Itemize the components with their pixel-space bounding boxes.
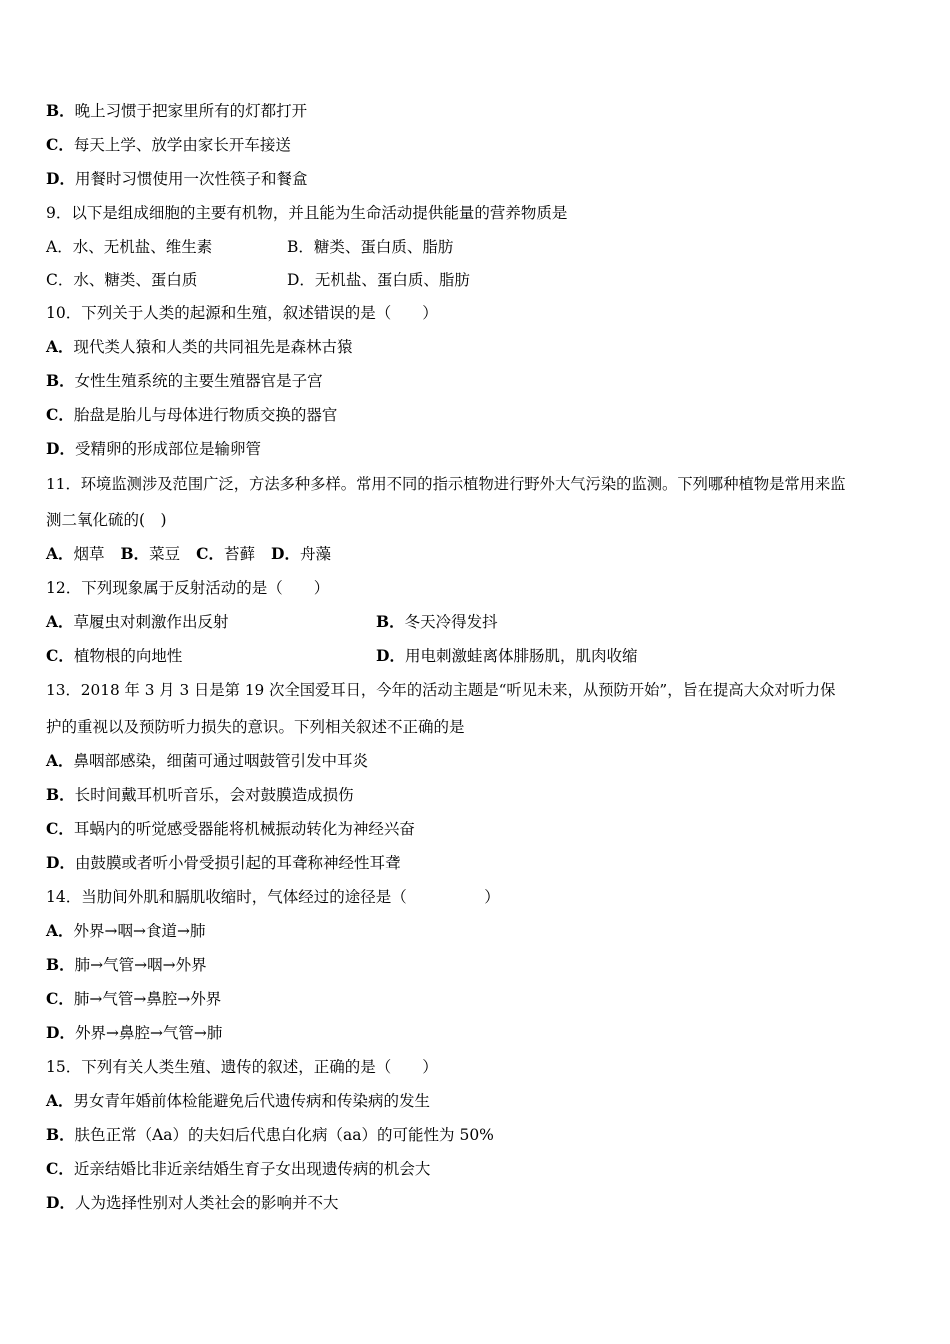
q8-option-d: D．用餐时习惯使用一次性筷子和餐盒 (46, 169, 308, 188)
q12-option-c: C．植物根的向地性 (46, 646, 183, 665)
q11-option-b: B．菜豆 (120, 544, 181, 563)
q13-option-c: C．耳蜗内的听觉感受器能将机械振动转化为神经兴奋 (46, 819, 415, 838)
q10-option-c: C．胎盘是胎儿与母体进行物质交换的器官 (46, 405, 338, 424)
q8-option-b: B．晚上习惯于把家里所有的灯都打开 (46, 101, 308, 120)
q14-option-b: B．肺→气管→咽→外界 (46, 955, 207, 974)
q11-stem-line1: 11．环境监测涉及范围广泛，方法多种多样。常用不同的指示植物进行野外大气污染的监测。下列哪种植物是常用来监 (46, 475, 846, 493)
q14-stem: 14．当肋间外肌和膈肌收缩时，气体经过的途径是（ ） (46, 888, 500, 906)
q14-option-c: C．肺→气管→鼻腔→外界 (46, 989, 222, 1008)
q11-option-c: C．苔藓 (196, 544, 256, 563)
q13-option-a: A．鼻咽部感染，细菌可通过咽鼓管引发中耳炎 (46, 751, 369, 770)
q12-option-d: D．用电刺激蛙离体腓肠肌，肌肉收缩 (376, 646, 638, 665)
q11-options (46, 544, 347, 564)
q12-option-b: B．冬天冷得发抖 (376, 612, 498, 631)
q9-stem: 9．以下是组成细胞的主要有机物，并且能为生命活动提供能量的营养物质是 (46, 204, 568, 222)
q9-option-c: C．水、糖类、蛋白质 (46, 271, 198, 289)
q13-stem-line2: 护的重视以及预防听力损失的意识。下列相关叙述不正确的是 (46, 718, 465, 736)
q8-option-c: C．每天上学、放学由家长开车接送 (46, 135, 291, 154)
q13-option-d: D．由鼓膜或者听小骨受损引起的耳聋称神经性耳聋 (46, 853, 401, 872)
q15-option-c: C．近亲结婚比非近亲结婚生育子女出现遗传病的机会大 (46, 1159, 431, 1178)
q10-stem: 10．下列关于人类的起源和生殖，叙述错误的是（ ） (46, 304, 438, 322)
q13-stem-line1: 13．2018 年 3 月 3 日是第 19 次全国爱耳日，今年的活动主题是“听见未来，从预防开始”，旨在提高大众对听力保 (46, 681, 836, 699)
q15-option-a: A．男女青年婚前体检能避免后代遗传病和传染病的发生 (46, 1091, 431, 1110)
q12-option-a: A．草履虫对刺激作出反射 (46, 612, 229, 631)
q10-option-b: B．女性生殖系统的主要生殖器官是子宫 (46, 371, 323, 390)
q11-option-a: A．烟草 (46, 544, 105, 563)
q9-option-d: D．无机盐、蛋白质、脂肪 (287, 271, 470, 289)
q15-option-d: D．人为选择性别对人类社会的影响并不大 (46, 1193, 339, 1212)
q13-option-b: B．长时间戴耳机听音乐，会对鼓膜造成损伤 (46, 785, 354, 804)
q11-option-d: D．舟藻 (271, 544, 331, 563)
q15-stem: 15．下列有关人类生殖、遗传的叙述，正确的是（ ） (46, 1058, 438, 1076)
q9-option-a: A．水、无机盐、维生素 (46, 238, 213, 256)
q9-option-b: B．糖类、蛋白质、脂肪 (287, 238, 454, 256)
q11-stem-line2: 测二氧化硫的( ) (46, 511, 167, 529)
q12-stem: 12．下列现象属于反射活动的是（ ） (46, 579, 330, 597)
q14-option-a: A．外界→咽→食道→肺 (46, 921, 206, 940)
q15-option-b: B．肤色正常（Aa）的夫妇后代患白化病（aa）的可能性为 50% (46, 1125, 494, 1144)
q14-option-d: D．外界→鼻腔→气管→肺 (46, 1023, 223, 1042)
q10-option-a: A．现代类人猿和人类的共同祖先是森林古猿 (46, 337, 353, 356)
q10-option-d: D．受精卵的形成部位是输卵管 (46, 439, 261, 458)
